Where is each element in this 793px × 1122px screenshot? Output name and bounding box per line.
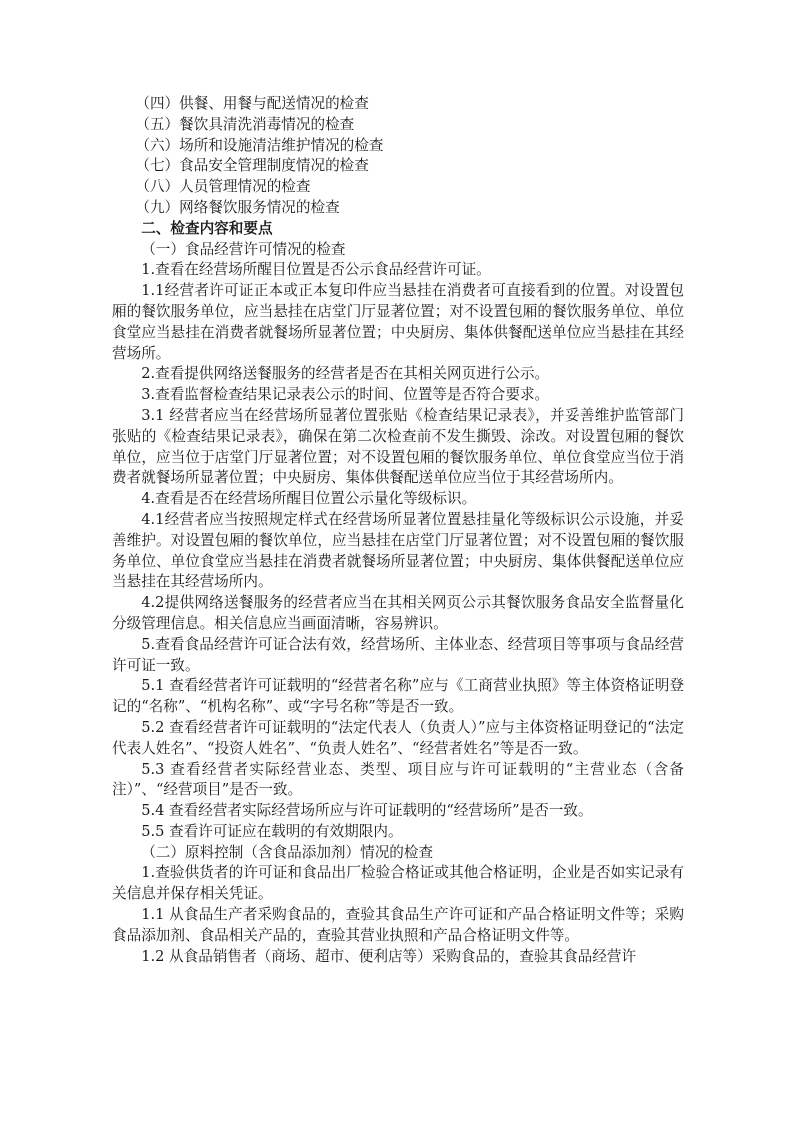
paragraph: 5.2 查看经营者许可证载明的“法定代表人（负责人）”应与主体资格证明登记的“法定代表人姓名”、“投资人姓名”、“负责人姓名”、“经营者姓名”等是否一致。 (112, 718, 684, 757)
paragraph: 3.1 经营者应当在经营场所显著位置张贴《检查结果记录表》，并妥善维护监管部门张贴的《检查结果记录表》，确保在第二次检查前不发生撕毁、涂改。对设置包厢的餐饮单位，应当位于店堂门厅显著位置；对不设置包厢的餐饮服务单位、单位食堂应当位于消费者就餐场所显著位置；中央厨房、集体供餐配送单位应当位于其经营场所内。 (112, 406, 684, 487)
paragraph: 2.查看提供网络送餐服务的经营者是否在其相关网页进行公示。 (141, 365, 550, 383)
paragraph: 5.3 查看经营者实际经营业态、类型、项目应与许可证载明的“主营业态（含备注）”、“经营项目”是否一致。 (112, 760, 684, 799)
section-heading: 二、检查内容和要点 (141, 219, 273, 237)
paragraph: 5.5 查看许可证应在载明的有效期限内。 (141, 822, 403, 840)
list-item: （七）食品安全管理制度情况的检查 (135, 157, 369, 175)
subsection-heading: （一）食品经营许可情况的检查 (141, 240, 346, 258)
paragraph: 3.查看监督检查结果记录表公示的时间、位置等是否符合要求。 (141, 386, 550, 404)
paragraph: 1.查看在经营场所醒目位置是否公示食品经营许可证。 (141, 261, 491, 279)
paragraph: 4.1经营者应当按照规定样式在经营场所显著位置悬挂量化等级标识公示设施，并妥善维护。对设置包厢的餐饮单位，应当悬挂在店堂门厅显著位置；对不设置包厢的餐饮服务单位、单位食堂应当悬挂在消费者就餐场所显著位置；中央厨房、集体供餐配送单位应当悬挂在其经营场所内。 (112, 510, 684, 591)
paragraph: 5.4 查看经营者实际经营场所应与许可证载明的“经营场所”是否一致。 (141, 802, 593, 820)
document-body (112, 94, 684, 967)
paragraph: 1.1 从食品生产者采购食品的，查验其食品生产许可证和产品合格证明文件等；采购食品添加剂、食品相关产品的，查验其营业执照和产品合格证明文件等。 (112, 906, 684, 944)
paragraph: 4.2提供网络送餐服务的经营者应当在其相关网页公示其餐饮服务食品安全监督量化分级管理信息。相关信息应当画面清晰，容易辨识。 (112, 594, 684, 632)
list-item: （四）供餐、用餐与配送情况的检查 (135, 95, 369, 112)
paragraph: 5.查看食品经营许可证合法有效，经营场所、主体业态、经营项目等事项与食品经营许可证一致。 (112, 635, 684, 674)
paragraph: 1.2 从食品销售者（商场、超市、便利店等）采购食品的，查验其食品经营许 (141, 947, 637, 965)
subsection-heading: （二）原料控制（含食品添加剂）情况的检查 (141, 843, 434, 861)
paragraph: 1.查验供货者的许可证和食品出厂检验合格证或其他合格证明，企业是否如实记录有关信息并保存相关凭证。 (112, 864, 684, 903)
list-item: （六）场所和设施清洁维护情况的检查 (135, 136, 384, 154)
paragraph: 4.查看是否在经营场所醒目位置公示量化等级标识。 (141, 490, 477, 508)
list-item: （五）餐饮具清洗消毒情况的检查 (135, 115, 355, 133)
list-item: （九）网络餐饮服务情况的检查 (135, 198, 340, 216)
list-item: （八）人员管理情况的检查 (135, 178, 311, 196)
paragraph: 5.1 查看经营者许可证载明的“经营者名称”应与《工商营业执照》等主体资格证明登记的“名称”、“机构名称”、或“字号名称”等是否一致。 (112, 677, 684, 716)
paragraph: 1.1经营者许可证正本或正本复印件应当悬挂在消费者可直接看到的位置。对设置包厢的餐饮服务单位，应当悬挂在店堂门厅显著位置；对不设置包厢的餐饮服务单位、单位食堂应当悬挂在消费者就餐场所显著位置；中央厨房、集体供餐配送单位应当悬挂在其经营场所。 (112, 282, 684, 362)
